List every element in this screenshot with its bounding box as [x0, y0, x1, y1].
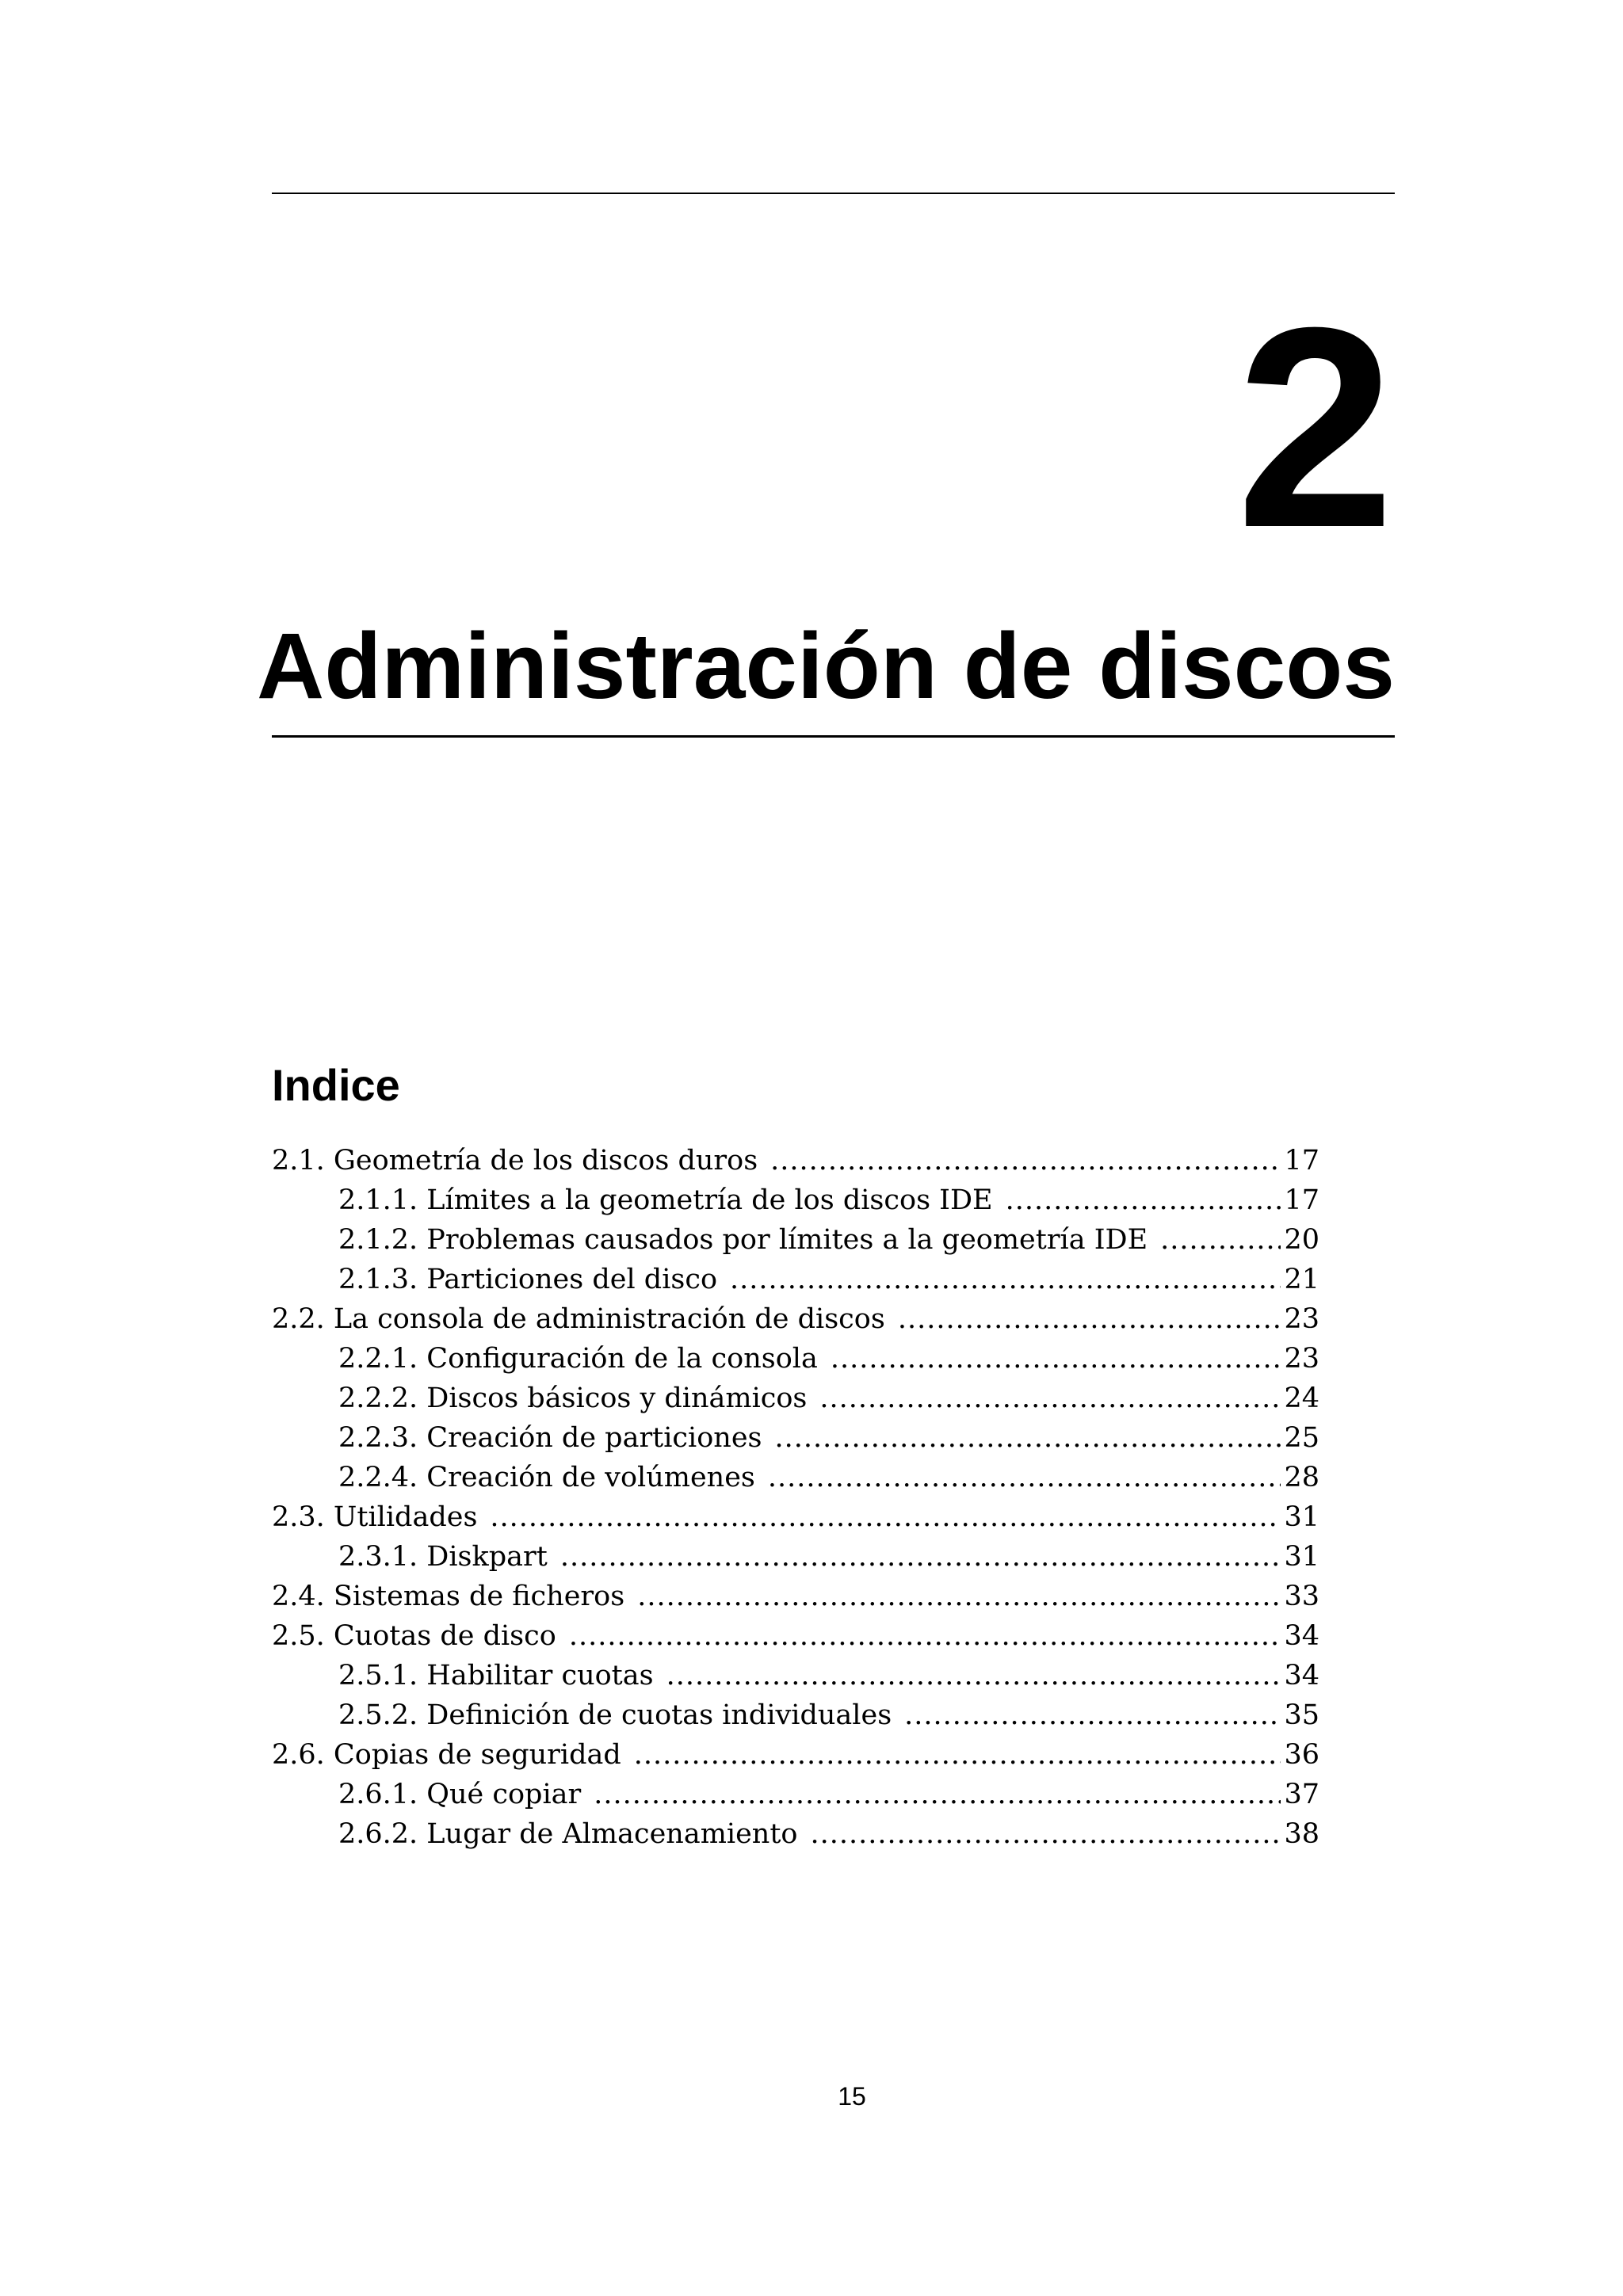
toc-entry-page: 37 [1284, 1779, 1319, 1810]
toc-entry-title: 2.1.2. Problemas causados por límites a la geometría IDE [338, 1224, 1148, 1256]
toc-entry-page: 33 [1284, 1581, 1319, 1612]
toc-entry-title: 2.2. La consola de administración de discos [272, 1303, 885, 1335]
toc-leader-dots [775, 1418, 1281, 1458]
toc-entry-page: 25 [1284, 1422, 1319, 1454]
toc-entry-title: 2.3.1. Diskpart [338, 1541, 548, 1573]
toc-leader-dots [730, 1260, 1281, 1299]
toc-entry[interactable] [272, 1141, 1319, 1180]
toc-entry[interactable] [272, 1260, 1319, 1299]
toc-entry-page: 34 [1284, 1660, 1319, 1691]
toc-leader-dots [569, 1616, 1281, 1656]
toc-leader-dots [1006, 1180, 1281, 1220]
toc-entry[interactable] [272, 1458, 1319, 1497]
table-of-contents [272, 1141, 1319, 1854]
toc-entry-page: 17 [1284, 1184, 1319, 1216]
toc-leader-dots [768, 1458, 1281, 1497]
toc-leader-dots [637, 1577, 1281, 1616]
toc-leader-dots [560, 1537, 1281, 1577]
toc-entry[interactable] [272, 1814, 1319, 1854]
toc-leader-dots [1160, 1220, 1281, 1260]
toc-entry[interactable] [272, 1537, 1319, 1577]
toc-leader-dots [898, 1299, 1281, 1339]
toc-entry-page: 31 [1284, 1541, 1319, 1573]
toc-leader-dots [770, 1141, 1281, 1180]
toc-entry[interactable] [272, 1497, 1319, 1537]
toc-entry[interactable] [272, 1220, 1319, 1260]
toc-entry-page: 36 [1284, 1739, 1319, 1771]
toc-entry-page: 17 [1284, 1145, 1319, 1177]
toc-leader-dots [594, 1775, 1281, 1814]
toc-entry-page: 35 [1284, 1699, 1319, 1731]
toc-entry-title: 2.5.1. Habilitar cuotas [338, 1660, 654, 1691]
chapter-title: Administración de discos [257, 614, 1395, 719]
toc-entry-title: 2.5.2. Definición de cuotas individuales [338, 1699, 892, 1731]
toc-entry-page: 31 [1284, 1501, 1319, 1533]
toc-leader-dots [666, 1656, 1281, 1695]
toc-leader-dots [810, 1814, 1281, 1854]
toc-entry[interactable] [272, 1577, 1319, 1616]
toc-entry-page: 23 [1284, 1343, 1319, 1375]
toc-entry-title: 2.2.1. Configuración de la consola [338, 1343, 818, 1375]
top-rule [272, 193, 1395, 194]
toc-entry[interactable] [272, 1695, 1319, 1735]
toc-entry-page: 24 [1284, 1383, 1319, 1414]
toc-heading: Indice [272, 1060, 400, 1110]
toc-entry-title: 2.1.3. Particiones del disco [338, 1264, 718, 1295]
toc-entry-page: 21 [1284, 1264, 1319, 1295]
toc-entry[interactable] [272, 1379, 1319, 1418]
toc-leader-dots [904, 1695, 1281, 1735]
toc-entry[interactable] [272, 1735, 1319, 1775]
toc-entry-title: 2.2.2. Discos básicos y dinámicos [338, 1383, 808, 1414]
toc-entry-title: 2.2.4. Creación de volúmenes [338, 1462, 755, 1493]
toc-entry[interactable] [272, 1339, 1319, 1379]
toc-entry-page: 28 [1284, 1462, 1319, 1493]
toc-entry-title: 2.6. Copias de seguridad [272, 1739, 621, 1771]
chapter-number: 2 [1235, 269, 1395, 587]
toc-entry-title: 2.5. Cuotas de disco [272, 1620, 556, 1652]
toc-entry[interactable] [272, 1616, 1319, 1656]
toc-entry-title: 2.6.1. Qué copiar [338, 1779, 582, 1810]
toc-entry-title: 2.3. Utilidades [272, 1501, 478, 1533]
toc-leader-dots [831, 1339, 1281, 1379]
page-number: 15 [838, 2082, 866, 2111]
toc-entry[interactable] [272, 1418, 1319, 1458]
toc-entry[interactable] [272, 1656, 1319, 1695]
toc-entry-title: 2.1.1. Límites a la geometría de los discos IDE [338, 1184, 993, 1216]
toc-entry-page: 23 [1284, 1303, 1319, 1335]
toc-leader-dots [490, 1497, 1281, 1537]
toc-entry-page: 38 [1284, 1818, 1319, 1850]
toc-entry[interactable] [272, 1180, 1319, 1220]
toc-entry-title: 2.4. Sistemas de ficheros [272, 1581, 625, 1612]
toc-leader-dots [819, 1379, 1281, 1418]
toc-entry-title: 2.6.2. Lugar de Almacenamiento [338, 1818, 798, 1850]
toc-entry-title: 2.2.3. Creación de particiones [338, 1422, 762, 1454]
title-rule [272, 735, 1395, 738]
toc-leader-dots [634, 1735, 1281, 1775]
toc-entry[interactable] [272, 1775, 1319, 1814]
toc-entry-page: 20 [1284, 1224, 1319, 1256]
toc-entry-title: 2.1. Geometría de los discos duros [272, 1145, 758, 1177]
toc-entry-page: 34 [1284, 1620, 1319, 1652]
toc-entry[interactable] [272, 1299, 1319, 1339]
